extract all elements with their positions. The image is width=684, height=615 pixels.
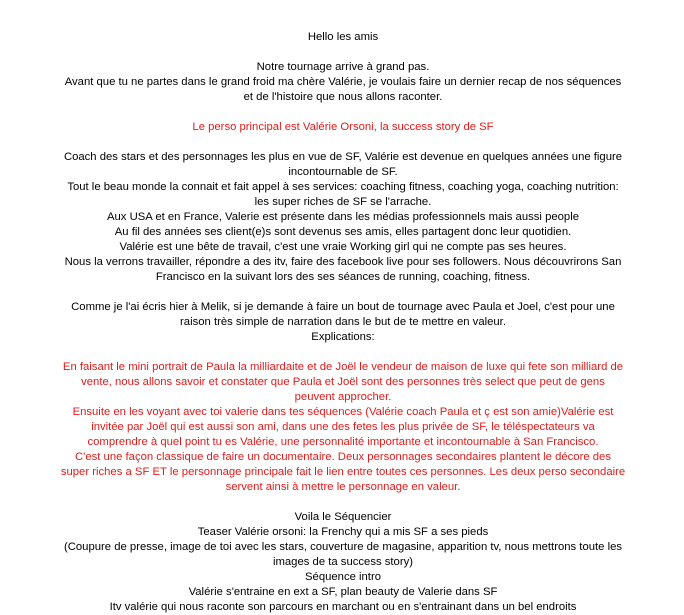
sequencer-line: Itv valérie qui nous raconte son parcours en marchant ou en s'entrainant dans un bel endroits	[109, 601, 577, 613]
main-subtitle: Le perso principal est Valérie Orsoni, la success story de SF	[192, 121, 494, 133]
greeting-line: Hello les amis	[307, 31, 379, 43]
description-line: Tout le beau monde la connait et fait appel à ses services: coaching fitness, coaching yoga, coaching nutrition: les super riches de SF se l'arrache.	[67, 181, 619, 208]
sequencer-line: (Coupure de presse, image de toi avec les stars, couverture de magasine, apparition tv, nous mettrons toute les images de ta success story)	[63, 541, 623, 568]
intro-line: Notre tournage arrive à grand pas.	[256, 61, 430, 73]
paragraph-gap	[60, 285, 626, 300]
sequencer-line: Séquence intro	[305, 571, 381, 583]
intro-paragraph	[60, 60, 626, 105]
explanations-label: Explications:	[311, 331, 375, 343]
sequencer-line: Voila le Séquencier	[294, 511, 392, 523]
sequencer-line: Teaser Valérie orsoni: la Frenchy qui a mis SF a ses pieds	[197, 526, 489, 538]
description-line: Aux USA et en France, Valerie est présente dans les médias professionnels mais aussi people	[106, 211, 579, 223]
paragraph-gap	[60, 345, 626, 360]
description-paragraph	[60, 150, 626, 285]
explanation-line: C'est une façon classique de faire un documentaire. Deux personnages secondaires plantent le décore des super riches a SF ET le personnage principale fait le lien entre toutes ces personnes. Les deux perso secondaire servent ainsi à mettre le personnage en valeur.	[60, 451, 626, 493]
document-page	[60, 30, 626, 615]
sequencer-paragraph	[60, 510, 626, 615]
explanations-paragraph	[60, 360, 626, 495]
description-line: Valérie est une bête de travail, c'est une vraie Working girl qui ne compte pas ses heures.	[119, 241, 567, 253]
description-line: Coach des stars et des personnages les plus en vue de SF, Valérie est devenue en quelques années une figure incontournable de SF.	[63, 151, 623, 178]
explanation-line: Ensuite en les voyant avec toi valerie dans tes séquences (Valérie coach Paula et ç est son amie)Valérie est invitée par Joël qui est aussi son ami, dans une des fetes les plus privée de SF, le téléspectateurs va comprendre à quel point tu es Valérie, une personnalité importante et incontournable à San Francisco.	[72, 406, 614, 448]
paragraph-gap	[60, 495, 626, 510]
explanation-line: En faisant le mini portrait de Paula la milliardaite et de Joël le vendeur de maison de luxe qui fete son milliard de vente, nous allons savoir et constater que Paula et Joël sont des personnes très select que peut de gens peuvent approcher.	[62, 361, 624, 403]
explanation-intro-line: Comme je l'ai écris hier à Melik, si je demande à faire un bout de tournage avec Paula et Joel, c'est pour une raison très simple de narration dans le but de te mettre en valeur.	[71, 301, 615, 328]
sequencer-line: Valérie s'entraine en ext a SF, plan beauty de Valerie dans SF	[188, 586, 498, 598]
paragraph-gap	[60, 45, 626, 60]
paragraph-gap	[60, 105, 626, 120]
paragraph-gap	[60, 135, 626, 150]
description-line: Nous la verrons travailler, répondre a des itv, faire des facebook live pour ses followers. Nous découvrirons San Francisco en la suivant lors des ses séances de running, coaching, fitness.	[64, 256, 622, 283]
explanation-intro-paragraph	[60, 300, 626, 345]
description-line: Au fil des années ses client(e)s sont devenus ses amis, elles partagent donc leur quotidien.	[114, 226, 572, 238]
intro-line: Avant que tu ne partes dans le grand froid ma chère Valérie, je voulais faire un dernier recap de nos séquences et de l'histoire que nous allons raconter.	[64, 76, 622, 103]
